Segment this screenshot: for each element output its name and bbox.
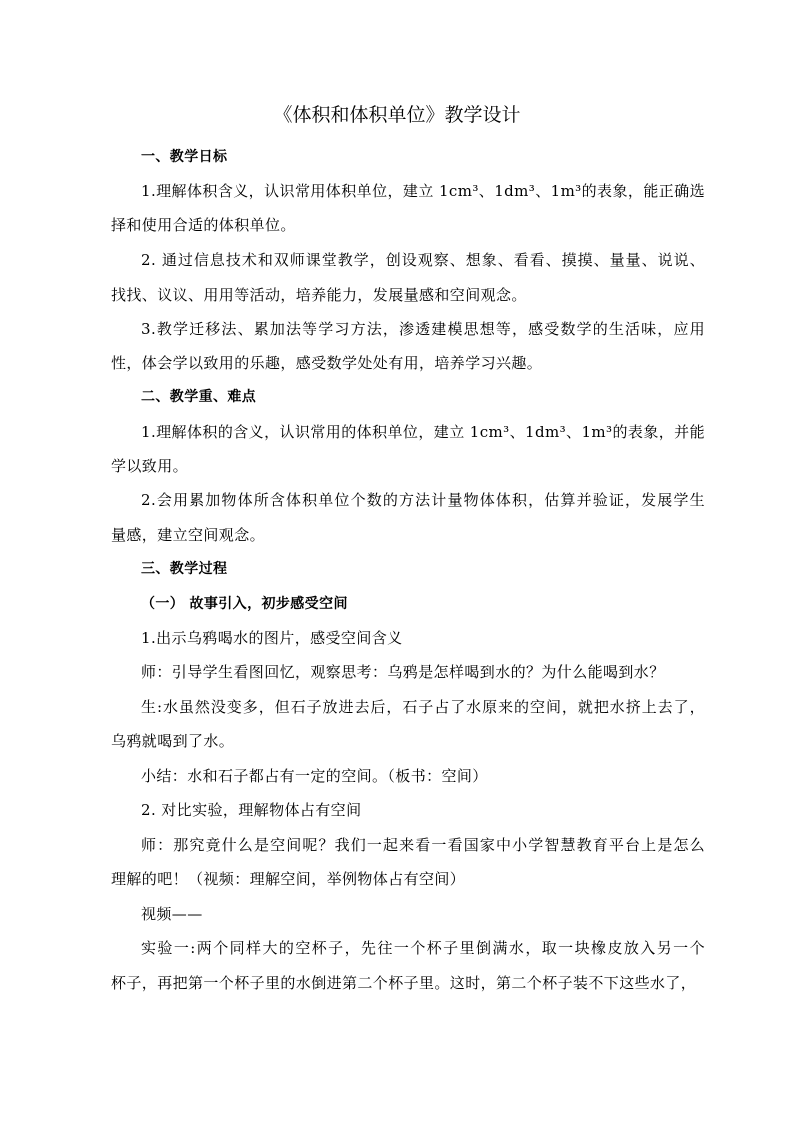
paragraph-line: 实验一:两个同样大的空杯子，先往一个杯子里倒满水，取一块橡皮放入另一个 — [141, 939, 705, 957]
section-heading-process: 三、教学过程 — [141, 561, 228, 577]
paragraph-line: 择和使用合适的体积单位。 — [111, 216, 296, 234]
paragraph-line: 1.理解体积的含义，认识常用的体积单位，建立 1cm³、1dm³、1m³的表象，并能 — [141, 423, 705, 441]
paragraph-line: 2.会用累加物体所含体积单位个数的方法计量物体体积，估算并验证，发展学生 — [141, 491, 705, 509]
paragraph-line: 乌鸦就喝到了水。 — [111, 732, 235, 750]
document-title: 《体积和体积单位》教学设计 — [273, 104, 521, 126]
paragraph-line: 学以致用。 — [111, 457, 189, 475]
paragraph-line: 视频—— — [141, 905, 203, 923]
section-heading-key-points: 二、教学重、难点 — [141, 389, 257, 405]
section-heading-goals: 一、教学日标 — [141, 149, 228, 165]
paragraph-line: 杯子，再把第一个杯子里的水倒进第二个杯子里。这时，第二个杯子装不下这些水了， — [111, 974, 697, 992]
paragraph-line: 3.教学迁移法、累加法等学习方法，渗透建模思想等，感受数学的生活味，应用 — [141, 320, 705, 338]
paragraph-line: 师：引导学生看图回忆，观察思考：乌鸦是怎样喝到水的？为什么能喝到水？ — [141, 663, 665, 681]
paragraph-line: 1.理解体积含义，认识常用体积单位，建立 1cm³、1dm³、1m³的表象，能正确选 — [141, 182, 705, 200]
paragraph-line: 量感，建立空间观念。 — [111, 526, 266, 544]
subsection-heading: （一） 故事引入，初步感受空间 — [141, 596, 348, 612]
paragraph-line: 生:水虽然没变多，但石子放进去后，石子占了水原来的空间，就把水挤上去了， — [141, 698, 705, 716]
paragraph-line: 2. 对比实验，理解物体占有空间 — [141, 801, 362, 819]
paragraph-line: 找找、议议、用用等活动，培养能力，发展量感和空间观念。 — [111, 286, 527, 304]
paragraph-line: 2. 通过信息技术和双师课堂教学，创设观察、想象、看看、摸摸、量量、说说、 — [141, 251, 705, 269]
paragraph-line: 师：那究竟什么是空间呢？我们一起来看一看国家中小学智慧教育平台上是怎么 — [141, 836, 705, 854]
paragraph-line: 小结：水和石子都占有一定的空间。（板书：空间） — [141, 767, 488, 785]
paragraph-line: 理解的吧！（视频：理解空间，举例物体占有空间） — [111, 870, 466, 888]
paragraph-line: 性，体会学以致用的乐趣，感受数学处处有用，培养学习兴趣。 — [111, 354, 543, 372]
paragraph-line: 1.出示乌鸦喝水的图片，感受空间含义 — [141, 629, 403, 647]
